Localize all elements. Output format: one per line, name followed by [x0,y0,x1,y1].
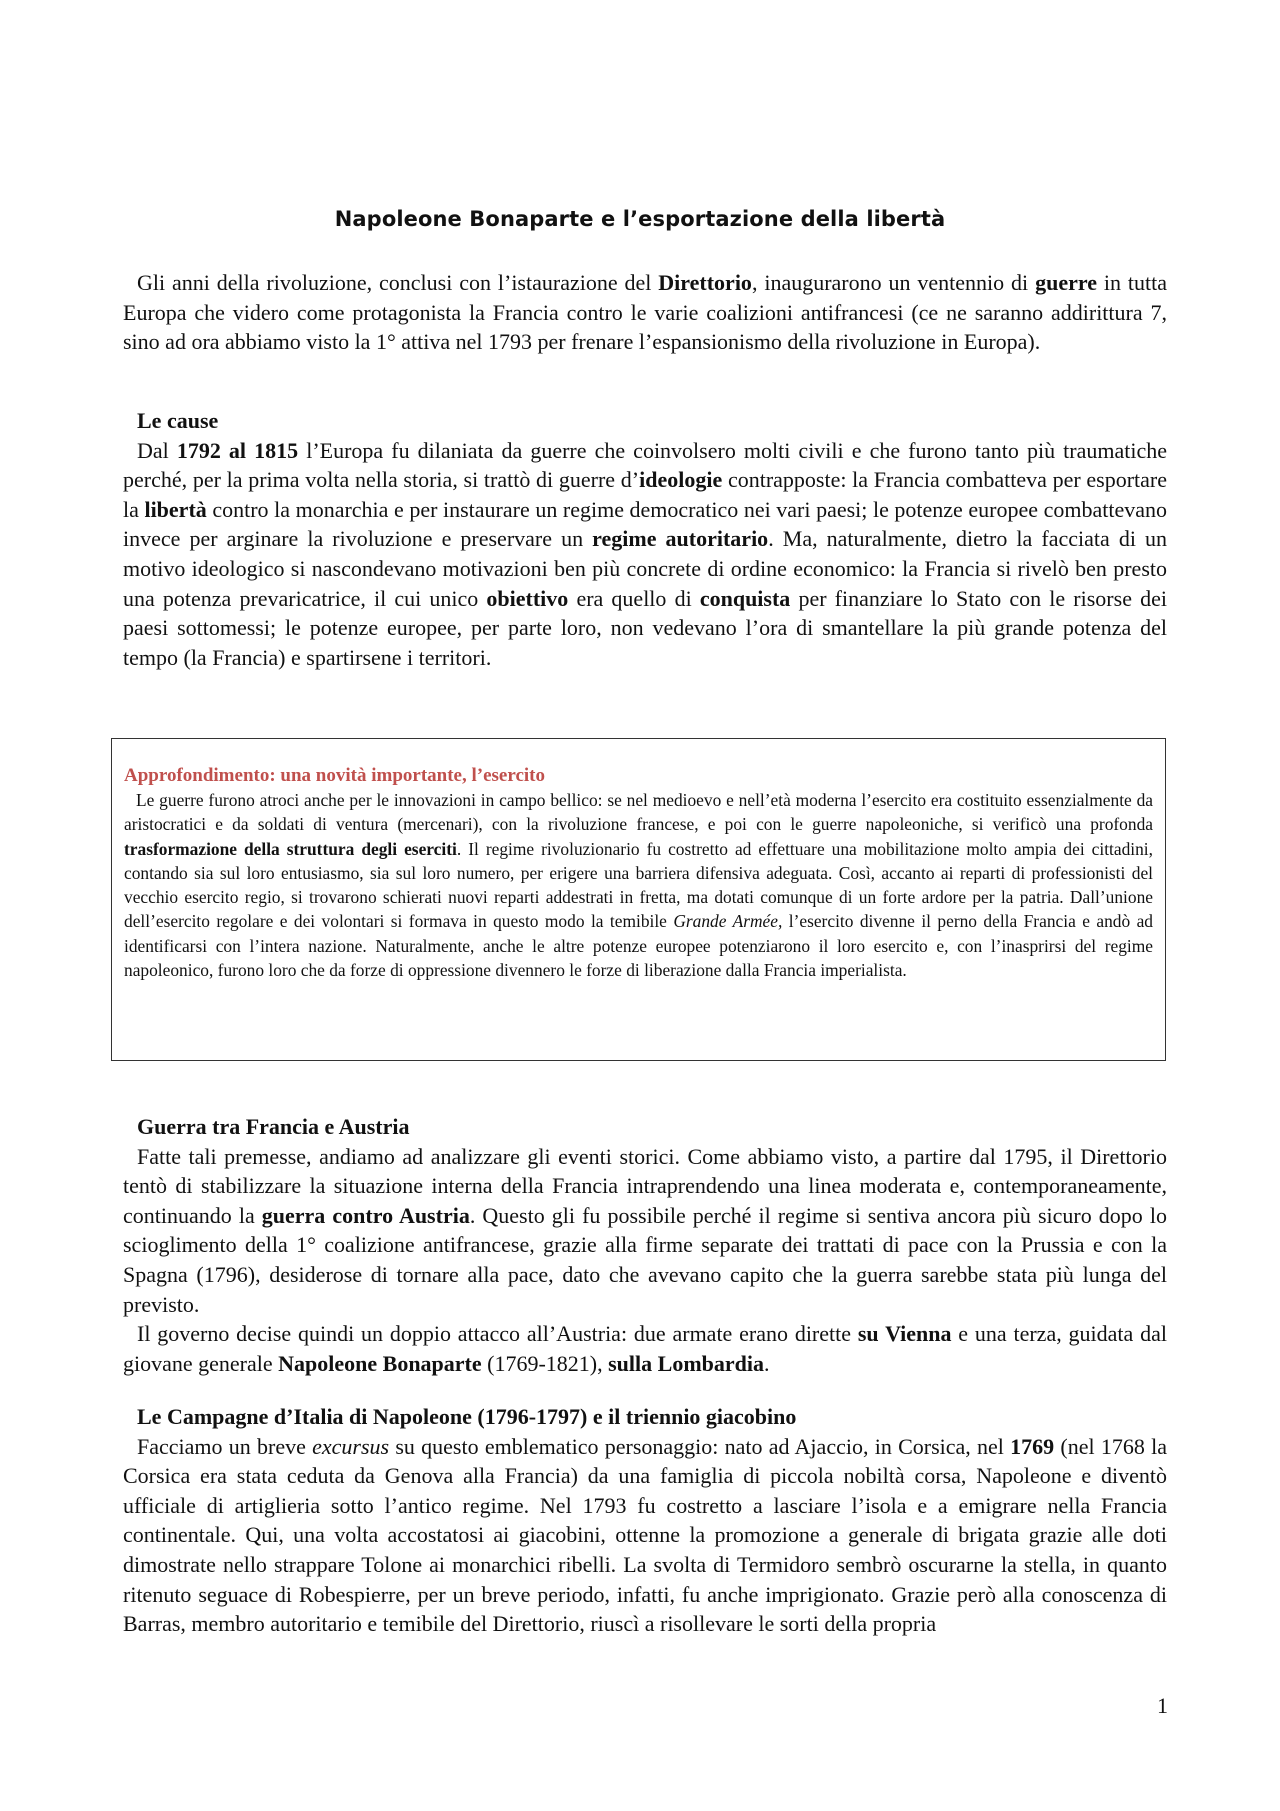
text-run: . Ma, naturalmente, dietro la facciata di un motivo ideologico si nascondevano motivazioni ben più concrete di ordine economico: la Francia si rivelò ben presto una potenza prevaricatrice, il cui unico [123,526,1167,611]
document-title: Napoleone Bonaparte e l’esportazione della libertà [334,207,946,231]
bold-term: sulla Lombardia [608,1350,764,1376]
text-run: in tutta Europa che videro come protagonista la Francia contro le varie coalizioni antifrancesi (ce ne saranno addirittura 7, sino ad ora abbiamo visto la 1° attiva nel 1793 per frenare l’espansionismo della rivoluzione in Europa). [123,270,1167,355]
text-run: . Il regime rivoluzionario fu costretto ad effettuare una mobilitazione molto ampia dei cittadini, contando sia sul loro entusiasmo, sia sul loro numero, per erigere una barriera difensiva adeguata. Così, accanto ai reparti di professionisti del vecchio esercito regio, si trovarono schierati nuovi reparti addestrati in fretta, ma dotati comunque di un forte ardore per la patria. Dall’unione dell’esercito regolare e dei volontari si formava in questo modo la temibile [124,838,1153,932]
text-run: (nel 1768 la Corsica era stata ceduta da Genova alla Francia) da una famiglia di piccola nobiltà corsa, Napoleone e diventò ufficiale di artiglieria sotto l’antico regime. Nel 1793 fu costretto a lasciare l’isola e a emigrare nella Francia continentale. Qui, una volta accostatosi ai giacobini, ottenne la promozione a generale di brigata grazie alle doti dimostrate nello strappare Tolone ai monarchici ribelli. La svolta di Termidoro sembrò oscurarne la stella, in quanto ritenuto seguace di Robespierre, per un breve periodo, infatti, fu anche imprigionato. Grazie però alla conoscenza di Barras, membro autoritario e temibile del Direttorio, riuscì a risollevare le sorti della propria [123,1433,1167,1637]
bold-term: guerre [1035,270,1097,295]
bold-term: guerra contro Austria [261,1202,470,1228]
text-run: (1769-1821), [481,1350,609,1376]
text-run: . Questo gli fu possibile perché il regime si sentiva ancora più sicuro dopo lo scioglimento della 1° coalizione antifrancese, grazie alla firme separate dei trattati di pace con la Prussia e con la Spagna (1796), desiderose di tornare alla pace, dato che avevano capito che la guerra sarebbe stata più lunga del previsto. [123,1202,1167,1317]
bold-term: 1792 al 1815 [176,437,299,463]
bold-term: libertà [144,496,207,522]
page-number: 1 [1157,1693,1168,1718]
text-run: Facciamo un breve [137,1433,313,1459]
text-run: l’Europa fu dilaniata da guerre che coinvolsero molti civili e che furono tanto più traumatiche perché, per la prima volta nella storia, si trattò di guerre d’ [123,437,1167,493]
campaign-section [123,1402,1167,1639]
bold-term: trasformazione della struttura degli eserciti [124,838,457,859]
text-run: , inaugurarono un ventennio di [751,270,1036,295]
section-heading: Guerra tra Francia e Austria [137,1114,410,1139]
text-run: contrapposte: la Francia combatteva per esportare la [123,467,1167,522]
bold-term: conquista [699,585,791,611]
text-run: era quello di [568,585,700,611]
insight-box [111,738,1166,1061]
insight-box-text [124,788,1153,982]
text-run: Le guerre furono atroci anche per le innovazioni in campo bellico: se nel medioevo e nell’età moderna l’esercito era costituito essenzialmente da aristocratici e da soldati di ventura (mercenari), con la rivoluzione francese, e poi con le guerre napoleoniche, si verificò una profonda [124,790,1153,835]
text-run: Fatte tali premesse, andiamo ad analizzare gli eventi storici. Come abbiamo visto, a partire dal 1795, il Direttorio tentò di stabilizzare la situazione interna della Francia intraprendendo una linea moderata e, contemporaneamente, continuando la [123,1143,1167,1228]
text-run: Dal [137,437,177,463]
bold-term: Direttorio [658,270,752,295]
text-run: e una terza, guidata dal giovane generale [123,1321,1167,1376]
causes-section [123,406,1167,672]
bold-term: Napoleone Bonaparte [278,1350,482,1376]
bold-term: su Vienna [857,1321,952,1347]
text-run: . [764,1350,770,1376]
bold-term: ideologie [639,467,723,493]
bold-term: 1769 [1010,1433,1055,1459]
text-run: su questo emblematico personaggio: nato ad Ajaccio, in Corsica, nel [389,1433,1011,1459]
italic-term: Grande Armée, [673,911,783,932]
war-section [123,1112,1167,1378]
insight-box-title: Approfondimento: una novità importante, l’esercito [124,765,545,786]
text-run: contro la monarchia e per instaurare un regime democratico nei vari paesi; le potenze europee combattevano invece per arginare la rivoluzione e preservare un [123,496,1167,552]
text-run: l’esercito divenne il perno della Francia e andò ad identificarsi con l’intera nazione. Naturalmente, anche le altre potenze europee potenziarono il loro esercito e, con l’inasprirsi del regime napoleonico, furono loro che da forze di oppressione divennero le forze di liberazione dalla Francia imperialista. [124,911,1153,981]
text-run: per finanziare lo Stato con le risorse dei paesi sottomessi; le potenze europee, per parte loro, non vedevano l’ora di smantellare la più grande potenza del tempo (la Francia) e spartirsene i territori. [123,585,1167,670]
text-run: Il governo decise quindi un doppio attacco all’Austria: due armate erano dirette [137,1321,858,1347]
bold-term: obiettivo [486,585,569,611]
section-heading: Le cause [137,408,219,433]
italic-term: excursus [312,1433,390,1459]
bold-term: regime autoritario [592,526,769,552]
section-heading: Le Campagne d’Italia di Napoleone (1796-1797) e il triennio giacobino [137,1404,797,1429]
text-run: Gli anni della rivoluzione, conclusi con l’istaurazione del [137,270,659,295]
intro-paragraph [123,268,1167,357]
